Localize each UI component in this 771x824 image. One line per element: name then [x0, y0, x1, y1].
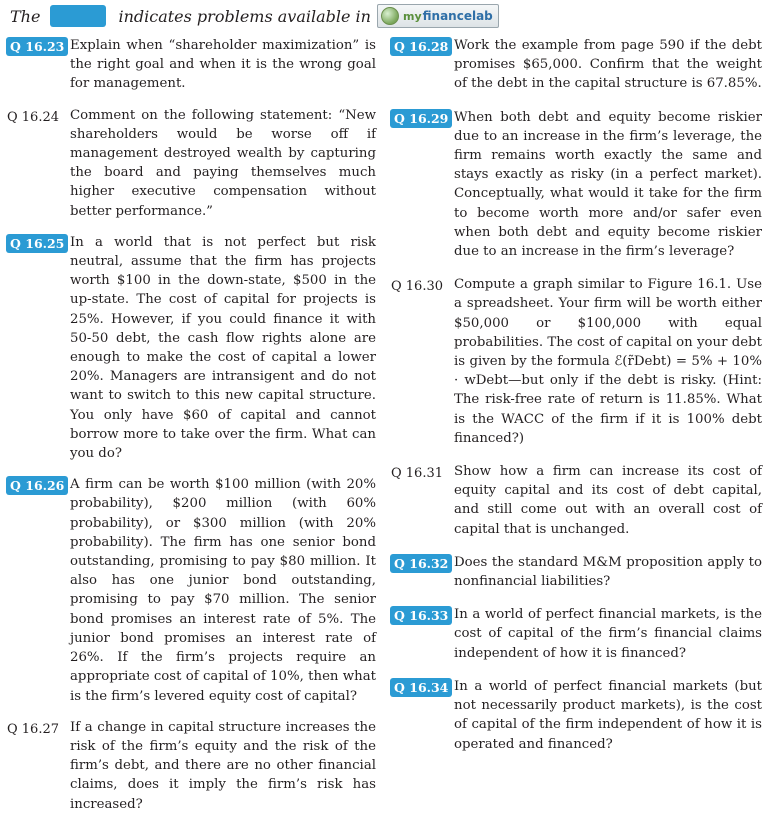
header-suffix: indicates problems available in [118, 6, 371, 26]
question-number: Q 16.26 [6, 475, 70, 705]
question-number: Q 16.32 [390, 553, 454, 591]
question-number: Q 16.23 [6, 36, 70, 94]
logo-name: financelab [422, 9, 493, 23]
question-text: Show how a firm can increase its cost of equity capital and its cost of debt capital, and still come out with an overall cost of capital that is unchanged. [454, 464, 762, 537]
question-number: Q 16.30 [391, 279, 444, 295]
globe-icon [381, 7, 399, 25]
question [390, 275, 762, 448]
header [10, 3, 499, 29]
question-text: If a change in capital structure increases the risk of the firm’s equity and the risk of the firm’s debt, and there are no other financial claims, does it imply the firm’s risk has increased? [70, 719, 376, 812]
logo-my: my [402, 9, 422, 23]
question-text: In a world of perfect financial markets, is the cost of capital of the firm’s financial claims independent of how it is financed? [454, 607, 762, 661]
question-text: Compute a graph similar to Figure 16.1. Use a spreadsheet. Your firm will be worth either $50,000 or $100,000 with equal probabilities. The cost of capital on your debt is given by the formula ℰ(r̃Debt) = 5% + 10% · wDebt—but only if the debt is risky. (Hint: The risk-free rate of return is 11.85%. What is the WACC of the firm if it is 100% debt financed?) [454, 277, 762, 446]
question-number: Q 16.24 [7, 109, 60, 125]
question [6, 233, 376, 463]
question-number: Q 16.33 [390, 605, 454, 663]
question [390, 36, 762, 94]
question [390, 605, 762, 663]
question-number: Q 16.34 [390, 677, 454, 754]
question-number: Q 16.27 [7, 721, 60, 737]
question [390, 462, 762, 539]
question [390, 553, 762, 591]
question-text: In a world of perfect financial markets (but not necessarily product markets), is the cost of capital of the firm independent of how it is operated and financed? [454, 678, 762, 752]
question-text: Comment on the following statement: “New shareholders would be worse off if management destroyed wealth by capturing the board and paying themselves much higher executive compensation without better performance.” [70, 107, 376, 219]
question [6, 475, 376, 705]
question [6, 106, 376, 221]
left-column [6, 36, 376, 824]
question-text: Does the standard M&M proposition apply to nonfinancial liabilities? [454, 554, 762, 590]
question-number: Q 16.29 [390, 108, 454, 262]
question-number: Q 16.31 [391, 466, 444, 482]
question-number: Q 16.25 [6, 233, 70, 463]
myfinancelab-logo [377, 4, 499, 28]
question [390, 677, 762, 754]
question [6, 36, 376, 94]
question-number: Q 16.28 [390, 36, 454, 94]
right-column [390, 36, 762, 764]
question [390, 108, 762, 262]
highlight-swatch [50, 5, 106, 27]
question-text: Work the example from page 590 if the debt promises $65,000. Confirm that the weight of the debt in the capital structure is 67.85%. [454, 38, 762, 92]
question [6, 718, 376, 814]
question-text: A firm can be worth $100 million (with 20% probability), $200 million (with 60% probability), or $300 million (with 20% probability). The firm has one senior bond outstanding, promising to pay $80 million. It also has one junior bond outstanding, promising to pay $70 million. The senior bond promises an interest rate of 5%. The junior bond promises an interest rate of 26%. If the firm’s projects require an appropriate cost of capital of 10%, then what is the firm’s levered equity cost of capital? [70, 477, 376, 704]
question-text: In a world that is not perfect but risk neutral, assume that the firm has projects worth $100 in the down-state, $500 in the up-state. The cost of capital for projects is 25%. However, if you could finance it with 50-50 debt, the cash flow rights alone are enough to make the cost of capital a lower 20%. Managers are intransigent and do not want to switch to this new capital structure. You only have $60 of capital and cannot borrow more to take over the firm. What can you do? [70, 234, 376, 462]
header-prefix: The [10, 6, 41, 26]
question-text: Explain when “shareholder maximization” is the right goal and when it is the wrong goal for management. [70, 38, 376, 92]
question-text: When both debt and equity become riskier due to an increase in the firm’s leverage, the firm remains worth exactly the same and stays exactly as risky (in a perfect market). Conceptually, what would it take for the firm to become worth more and/or safer even when both debt and equity become riskier due to an increase in the firm’s leverage? [454, 109, 762, 260]
